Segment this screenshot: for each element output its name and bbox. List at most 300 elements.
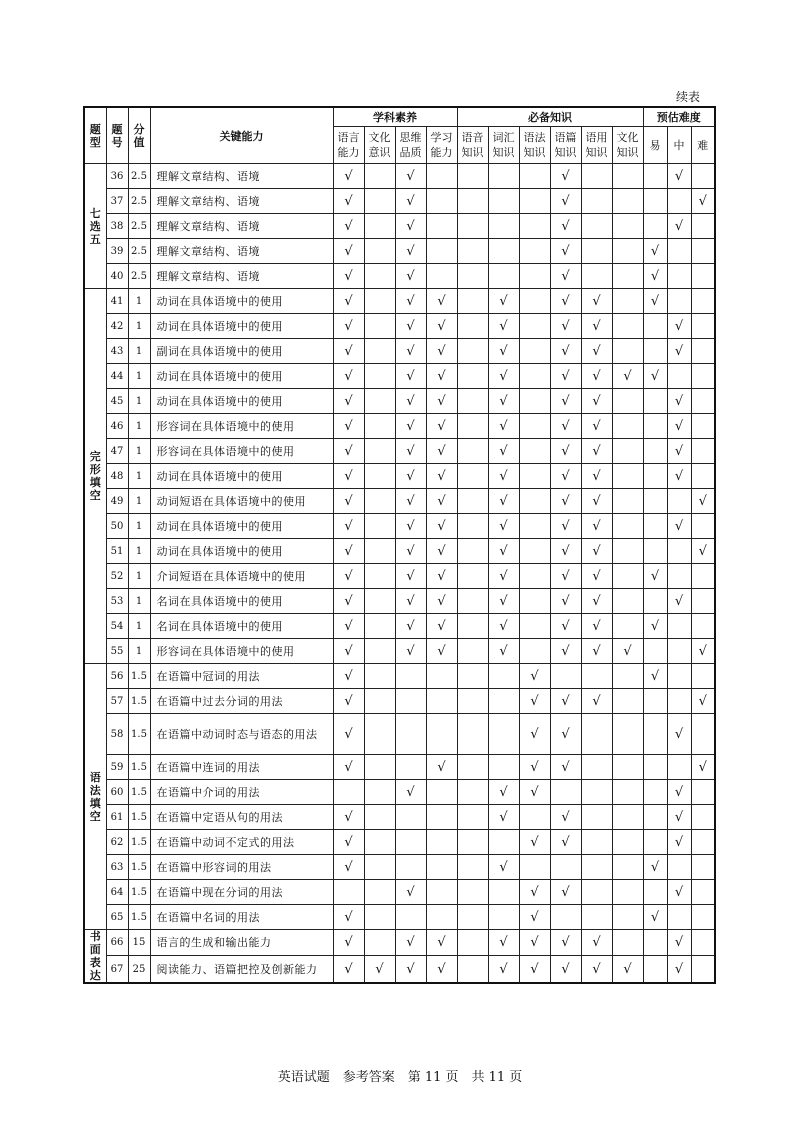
check-cell: [395, 414, 426, 439]
question-score: 1: [128, 539, 150, 564]
check-mark-icon: √: [437, 618, 446, 634]
check-cell: [333, 489, 364, 514]
table-row: [84, 314, 715, 339]
check-cell: [395, 689, 426, 714]
check-mark-icon: √: [698, 193, 707, 209]
check-cell: [612, 539, 643, 564]
check-cell: [612, 589, 643, 614]
key-ability: 在语篇中定语从句的用法: [150, 805, 333, 830]
check-cell: [364, 164, 395, 189]
key-ability: 动词在具体语境中的使用: [150, 389, 333, 414]
check-cell: [519, 389, 550, 414]
check-cell: [581, 780, 612, 805]
header-subcolumn: 难: [691, 127, 715, 164]
check-mark-icon: √: [592, 643, 601, 659]
check-cell: [426, 830, 457, 855]
check-cell: [457, 314, 488, 339]
question-number: 63: [106, 855, 128, 880]
question-score: 1.5: [128, 664, 150, 689]
table-row: [84, 714, 715, 755]
check-mark-icon: √: [623, 368, 632, 384]
header-group-difficulty: 预估难度: [643, 107, 715, 127]
check-cell: [691, 414, 715, 439]
question-number: 43: [106, 339, 128, 364]
check-mark-icon: √: [344, 668, 353, 684]
check-cell: [667, 189, 691, 214]
check-mark-icon: √: [344, 218, 353, 234]
question-score: 1.5: [128, 755, 150, 780]
check-cell: [550, 189, 581, 214]
check-cell: [581, 956, 612, 983]
question-number: 44: [106, 364, 128, 389]
check-cell: [426, 289, 457, 314]
check-cell: [364, 214, 395, 239]
check-cell: [333, 389, 364, 414]
check-cell: [519, 214, 550, 239]
check-cell: [643, 214, 667, 239]
check-cell: [457, 514, 488, 539]
check-mark-icon: √: [344, 568, 353, 584]
check-mark-icon: √: [406, 168, 415, 184]
check-mark-icon: √: [561, 593, 570, 609]
check-mark-icon: √: [561, 693, 570, 709]
check-mark-icon: √: [437, 468, 446, 484]
check-cell: [364, 364, 395, 389]
check-cell: [667, 689, 691, 714]
check-cell: [426, 639, 457, 664]
check-cell: [643, 956, 667, 983]
key-ability: 名词在具体语境中的使用: [150, 614, 333, 639]
check-cell: [581, 489, 612, 514]
header-score-text: 分值: [133, 122, 145, 149]
check-cell: [426, 339, 457, 364]
check-cell: [364, 930, 395, 956]
check-cell: [488, 564, 519, 589]
check-mark-icon: √: [499, 493, 508, 509]
check-cell: [457, 364, 488, 389]
check-mark-icon: √: [698, 759, 707, 775]
check-cell: [333, 930, 364, 956]
check-cell: [457, 956, 488, 983]
check-cell: [395, 805, 426, 830]
check-cell: [643, 239, 667, 264]
check-cell: [691, 930, 715, 956]
table-row: [84, 264, 715, 289]
check-mark-icon: √: [499, 368, 508, 384]
table-row: [84, 664, 715, 689]
check-mark-icon: √: [592, 518, 601, 534]
check-mark-icon: √: [561, 218, 570, 234]
check-cell: [426, 539, 457, 564]
check-cell: [395, 930, 426, 956]
check-cell: [581, 414, 612, 439]
check-mark-icon: √: [592, 568, 601, 584]
check-cell: [550, 289, 581, 314]
check-mark-icon: √: [650, 368, 660, 384]
check-cell: [691, 880, 715, 905]
check-mark-icon: √: [561, 443, 570, 459]
check-cell: [643, 339, 667, 364]
check-cell: [581, 464, 612, 489]
check-cell: [395, 364, 426, 389]
check-cell: [333, 314, 364, 339]
check-cell: [426, 930, 457, 956]
check-cell: [426, 689, 457, 714]
check-cell: [333, 830, 364, 855]
check-mark-icon: √: [561, 243, 570, 259]
table-row: [84, 639, 715, 664]
check-mark-icon: √: [437, 318, 446, 334]
check-cell: [612, 714, 643, 755]
check-cell: [691, 664, 715, 689]
check-cell: [364, 289, 395, 314]
check-cell: [426, 414, 457, 439]
check-cell: [612, 414, 643, 439]
check-mark-icon: √: [499, 859, 508, 875]
header-subcolumn: 语言能力: [333, 127, 364, 164]
question-number: 67: [106, 956, 128, 983]
table-row: [84, 589, 715, 614]
check-cell: [643, 905, 667, 930]
check-cell: [612, 314, 643, 339]
question-number: 42: [106, 314, 128, 339]
check-cell: [333, 164, 364, 189]
table-row: [84, 930, 715, 956]
check-cell: [643, 164, 667, 189]
check-mark-icon: √: [561, 293, 570, 309]
check-mark-icon: √: [344, 909, 353, 925]
check-mark-icon: √: [561, 318, 570, 334]
check-mark-icon: √: [344, 593, 353, 609]
check-cell: [457, 780, 488, 805]
check-mark-icon: √: [561, 393, 570, 409]
question-score: 1.5: [128, 714, 150, 755]
question-number: 50: [106, 514, 128, 539]
check-cell: [395, 855, 426, 880]
check-cell: [364, 539, 395, 564]
check-cell: [643, 780, 667, 805]
check-cell: [691, 755, 715, 780]
check-cell: [550, 905, 581, 930]
check-cell: [426, 439, 457, 464]
check-cell: [426, 664, 457, 689]
check-cell: [643, 714, 667, 755]
check-cell: [364, 880, 395, 905]
check-mark-icon: √: [561, 193, 570, 209]
check-cell: [364, 189, 395, 214]
check-cell: [519, 414, 550, 439]
check-mark-icon: √: [344, 518, 353, 534]
check-cell: [667, 780, 691, 805]
header-subcolumn: 语篇知识: [550, 127, 581, 164]
question-number: 66: [106, 930, 128, 956]
check-mark-icon: √: [592, 443, 601, 459]
check-cell: [519, 514, 550, 539]
check-cell: [691, 614, 715, 639]
check-cell: [426, 264, 457, 289]
check-mark-icon: √: [530, 784, 539, 800]
check-cell: [691, 689, 715, 714]
check-cell: [488, 880, 519, 905]
check-cell: [457, 664, 488, 689]
check-mark-icon: √: [344, 243, 353, 259]
key-ability: 语言的生成和输出能力: [150, 930, 333, 956]
check-mark-icon: √: [437, 568, 446, 584]
check-cell: [333, 664, 364, 689]
check-cell: [488, 264, 519, 289]
check-cell: [691, 164, 715, 189]
check-cell: [550, 264, 581, 289]
question-score: 2.5: [128, 239, 150, 264]
question-score: 1: [128, 514, 150, 539]
question-score: 1: [128, 314, 150, 339]
check-cell: [333, 639, 364, 664]
check-mark-icon: √: [437, 493, 446, 509]
table-row: [84, 414, 715, 439]
key-ability: 名词在具体语境中的使用: [150, 589, 333, 614]
check-cell: [581, 614, 612, 639]
check-cell: [488, 780, 519, 805]
check-mark-icon: √: [406, 368, 415, 384]
check-mark-icon: √: [437, 393, 446, 409]
check-cell: [395, 464, 426, 489]
check-cell: [691, 805, 715, 830]
question-score: 1: [128, 564, 150, 589]
check-mark-icon: √: [406, 543, 415, 559]
check-mark-icon: √: [674, 935, 684, 951]
check-cell: [426, 880, 457, 905]
check-cell: [395, 439, 426, 464]
check-cell: [457, 639, 488, 664]
check-cell: [612, 639, 643, 664]
question-number: 41: [106, 289, 128, 314]
table-row: [84, 614, 715, 639]
check-mark-icon: √: [406, 193, 415, 209]
check-cell: [691, 239, 715, 264]
section-type-cell: [84, 289, 106, 664]
check-mark-icon: √: [406, 961, 415, 977]
check-mark-icon: √: [592, 693, 601, 709]
header-type-text: 题型: [89, 122, 101, 149]
question-score: 1: [128, 414, 150, 439]
check-cell: [667, 755, 691, 780]
check-cell: [581, 364, 612, 389]
check-mark-icon: √: [561, 834, 570, 850]
check-mark-icon: √: [344, 418, 353, 434]
check-mark-icon: √: [406, 418, 415, 434]
check-mark-icon: √: [406, 468, 415, 484]
check-mark-icon: √: [437, 543, 446, 559]
section-type-label: 书面表达: [89, 930, 101, 982]
check-mark-icon: √: [344, 726, 353, 742]
check-mark-icon: √: [561, 961, 570, 977]
check-cell: [426, 489, 457, 514]
check-cell: [581, 755, 612, 780]
key-ability: 在语篇中名词的用法: [150, 905, 333, 930]
check-cell: [519, 639, 550, 664]
check-mark-icon: √: [344, 393, 353, 409]
check-mark-icon: √: [592, 343, 601, 359]
key-ability: 在语篇中过去分词的用法: [150, 689, 333, 714]
check-cell: [550, 880, 581, 905]
check-cell: [395, 489, 426, 514]
check-cell: [691, 714, 715, 755]
check-cell: [691, 489, 715, 514]
check-cell: [395, 189, 426, 214]
check-mark-icon: √: [344, 618, 353, 634]
check-mark-icon: √: [592, 368, 601, 384]
check-mark-icon: √: [344, 543, 353, 559]
check-cell: [426, 905, 457, 930]
key-ability: 在语篇中形容词的用法: [150, 855, 333, 880]
check-cell: [395, 389, 426, 414]
check-cell: [395, 239, 426, 264]
check-cell: [488, 364, 519, 389]
check-cell: [395, 780, 426, 805]
check-mark-icon: √: [499, 318, 508, 334]
question-score: 1.5: [128, 905, 150, 930]
check-mark-icon: √: [499, 961, 508, 977]
question-score: 2.5: [128, 214, 150, 239]
check-cell: [612, 464, 643, 489]
check-cell: [691, 314, 715, 339]
check-mark-icon: √: [561, 468, 570, 484]
check-mark-icon: √: [344, 809, 353, 825]
check-mark-icon: √: [650, 859, 660, 875]
check-mark-icon: √: [406, 784, 415, 800]
question-number: 49: [106, 489, 128, 514]
question-number: 57: [106, 689, 128, 714]
check-mark-icon: √: [592, 318, 601, 334]
check-cell: [612, 214, 643, 239]
check-cell: [519, 880, 550, 905]
check-cell: [488, 414, 519, 439]
check-cell: [519, 830, 550, 855]
check-mark-icon: √: [674, 218, 684, 234]
question-number: 64: [106, 880, 128, 905]
check-cell: [333, 689, 364, 714]
check-mark-icon: √: [561, 368, 570, 384]
question-number: 52: [106, 564, 128, 589]
check-cell: [457, 614, 488, 639]
check-cell: [519, 239, 550, 264]
check-cell: [457, 214, 488, 239]
header-number-text: 题号: [111, 122, 123, 149]
check-mark-icon: √: [592, 935, 601, 951]
key-ability: 动词在具体语境中的使用: [150, 364, 333, 389]
check-cell: [691, 264, 715, 289]
table-row: [84, 956, 715, 983]
check-cell: [550, 439, 581, 464]
check-mark-icon: √: [674, 168, 684, 184]
check-cell: [581, 439, 612, 464]
check-cell: [333, 589, 364, 614]
check-cell: [691, 339, 715, 364]
check-cell: [395, 664, 426, 689]
check-cell: [643, 930, 667, 956]
check-mark-icon: √: [674, 518, 684, 534]
question-number: 56: [106, 664, 128, 689]
question-number: 62: [106, 830, 128, 855]
check-mark-icon: √: [561, 168, 570, 184]
check-mark-icon: √: [499, 593, 508, 609]
check-cell: [395, 880, 426, 905]
check-cell: [581, 239, 612, 264]
table-row: [84, 189, 715, 214]
check-cell: [667, 264, 691, 289]
question-score: 1.5: [128, 830, 150, 855]
check-cell: [643, 830, 667, 855]
check-mark-icon: √: [499, 935, 508, 951]
check-cell: [612, 364, 643, 389]
check-cell: [612, 830, 643, 855]
check-mark-icon: √: [344, 759, 353, 775]
check-cell: [395, 614, 426, 639]
check-cell: [667, 514, 691, 539]
check-cell: [426, 364, 457, 389]
check-mark-icon: √: [530, 909, 539, 925]
check-cell: [364, 855, 395, 880]
check-mark-icon: √: [406, 935, 415, 951]
check-cell: [519, 564, 550, 589]
check-cell: [612, 930, 643, 956]
check-cell: [333, 264, 364, 289]
check-mark-icon: √: [674, 468, 684, 484]
section-type-cell: [84, 664, 106, 930]
table-row: [84, 539, 715, 564]
check-cell: [550, 639, 581, 664]
check-mark-icon: √: [344, 318, 353, 334]
key-ability: 在语篇中连词的用法: [150, 755, 333, 780]
check-cell: [457, 164, 488, 189]
check-cell: [691, 855, 715, 880]
check-cell: [643, 564, 667, 589]
check-mark-icon: √: [592, 618, 601, 634]
check-cell: [333, 189, 364, 214]
check-cell: [519, 805, 550, 830]
check-cell: [581, 539, 612, 564]
check-cell: [333, 289, 364, 314]
table-row: [84, 514, 715, 539]
check-cell: [643, 755, 667, 780]
check-cell: [519, 689, 550, 714]
check-cell: [667, 639, 691, 664]
check-cell: [581, 189, 612, 214]
check-cell: [488, 439, 519, 464]
check-cell: [457, 855, 488, 880]
check-cell: [333, 614, 364, 639]
check-cell: [691, 830, 715, 855]
check-mark-icon: √: [344, 443, 353, 459]
check-mark-icon: √: [561, 518, 570, 534]
check-cell: [488, 714, 519, 755]
key-ability: 动词短语在具体语境中的使用: [150, 489, 333, 514]
check-cell: [457, 714, 488, 755]
table-body: [84, 164, 715, 984]
check-cell: [667, 239, 691, 264]
key-ability: 形容词在具体语境中的使用: [150, 414, 333, 439]
check-cell: [426, 464, 457, 489]
check-cell: [667, 489, 691, 514]
check-cell: [691, 464, 715, 489]
section-type-cell: [84, 930, 106, 984]
key-ability: 形容词在具体语境中的使用: [150, 639, 333, 664]
check-cell: [519, 464, 550, 489]
check-mark-icon: √: [344, 493, 353, 509]
check-cell: [364, 439, 395, 464]
check-mark-icon: √: [650, 568, 660, 584]
check-cell: [550, 930, 581, 956]
